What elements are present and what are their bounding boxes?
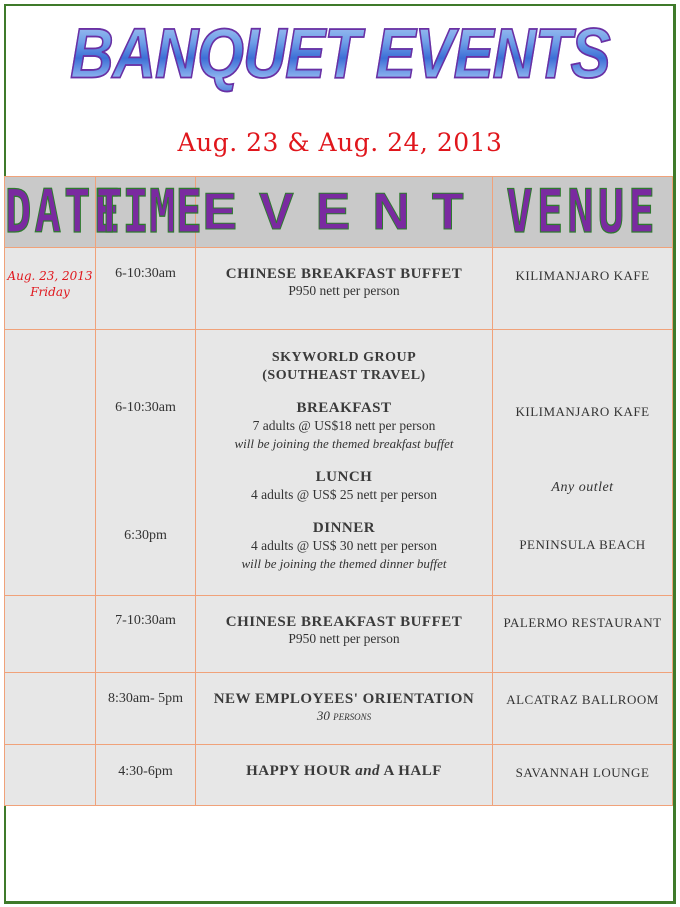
event-title-part: and [355, 763, 381, 779]
event-title-part: HAPPY HOUR [246, 763, 351, 779]
page-title: BANQUET EVENTS [0, 14, 680, 94]
breakfast-title: BREAKFAST [296, 400, 392, 416]
lunch-subtitle: 4 adults @ US$ 25 nett per person [250, 487, 438, 502]
group-name: SKYWORLD GROUP [271, 350, 417, 365]
breakfast-subtitle: 7 adults @ US$18 nett per person [252, 418, 436, 433]
dinner-venue: PENINSULA BEACH [519, 537, 646, 552]
breakfast-time: 6-10:30am [115, 400, 176, 415]
event-cell [196, 673, 493, 745]
event-title: NEW EMPLOYEES' ORIENTATION [213, 691, 475, 707]
event-cell [196, 745, 493, 806]
breakfast-note: will be joining the themed breakfast buffet [234, 436, 454, 451]
event-cell [196, 330, 493, 596]
table-row [5, 673, 673, 745]
venue-text: PALERMO RESTAURANT [503, 615, 662, 630]
table-row [5, 248, 673, 330]
dinner-note: will be joining the themed dinner buffet [241, 556, 447, 571]
event-title [196, 745, 492, 780]
time-cell [96, 673, 196, 745]
page-subtitle: Aug. 23 & Aug. 24, 2013 [177, 128, 503, 157]
schedule-table [4, 176, 673, 806]
date-text: Aug. 23, 2013 [7, 269, 93, 283]
time-text: 6-10:30am [115, 266, 176, 281]
table-row [5, 596, 673, 673]
group-agency: (SOUTHEAST TRAVEL) [262, 368, 426, 383]
event-subtitle: 30 persons [316, 708, 372, 723]
date-cell [5, 330, 96, 596]
time-cell [96, 330, 196, 596]
venue-cell [493, 330, 673, 596]
date-cell [5, 596, 96, 673]
date-cell [5, 673, 96, 745]
dinner-subtitle: 4 adults @ US$ 30 nett per person [250, 538, 438, 553]
venue-cell [493, 745, 673, 806]
header-event: EVENT [196, 177, 493, 248]
time-cell [96, 248, 196, 330]
date-cell [5, 745, 96, 806]
venue-cell [493, 248, 673, 330]
venue-text: KILIMANJARO KAFE [515, 268, 650, 283]
lunch-venue: Any outlet [551, 480, 614, 495]
header-row [5, 177, 673, 248]
time-text: 8:30am- 5pm [107, 691, 184, 706]
table-row [5, 330, 673, 596]
event-title-part: A HALF [383, 763, 442, 779]
event-title: CHINESE BREAKFAST BUFFET [225, 614, 463, 630]
event-title: CHINESE BREAKFAST BUFFET [225, 266, 463, 282]
dinner-title: DINNER [312, 520, 376, 536]
time-text: 4:30-6pm [118, 764, 173, 779]
event-subtitle: P950 nett per person [288, 283, 400, 298]
header-date: DATE [5, 177, 123, 247]
breakfast-venue: KILIMANJARO KAFE [515, 404, 650, 419]
venue-cell [493, 673, 673, 745]
venue-cell [493, 596, 673, 673]
time-cell [96, 596, 196, 673]
day-text: Friday [30, 285, 70, 299]
table-row [5, 745, 673, 806]
dinner-time: 6:30pm [124, 528, 167, 543]
header-time: TIME [96, 177, 202, 247]
lunch-title: LUNCH [315, 469, 373, 485]
venue-text: ALCATRAZ BALLROOM [506, 692, 659, 707]
event-cell [196, 248, 493, 330]
event-cell [196, 596, 493, 673]
date-cell [5, 248, 96, 330]
venue-text: SAVANNAH LOUNGE [515, 765, 650, 780]
time-cell [96, 745, 196, 806]
time-text: 7-10:30am [115, 613, 176, 628]
header-venue: VENUE [493, 177, 673, 248]
event-subtitle: P950 nett per person [288, 631, 400, 646]
